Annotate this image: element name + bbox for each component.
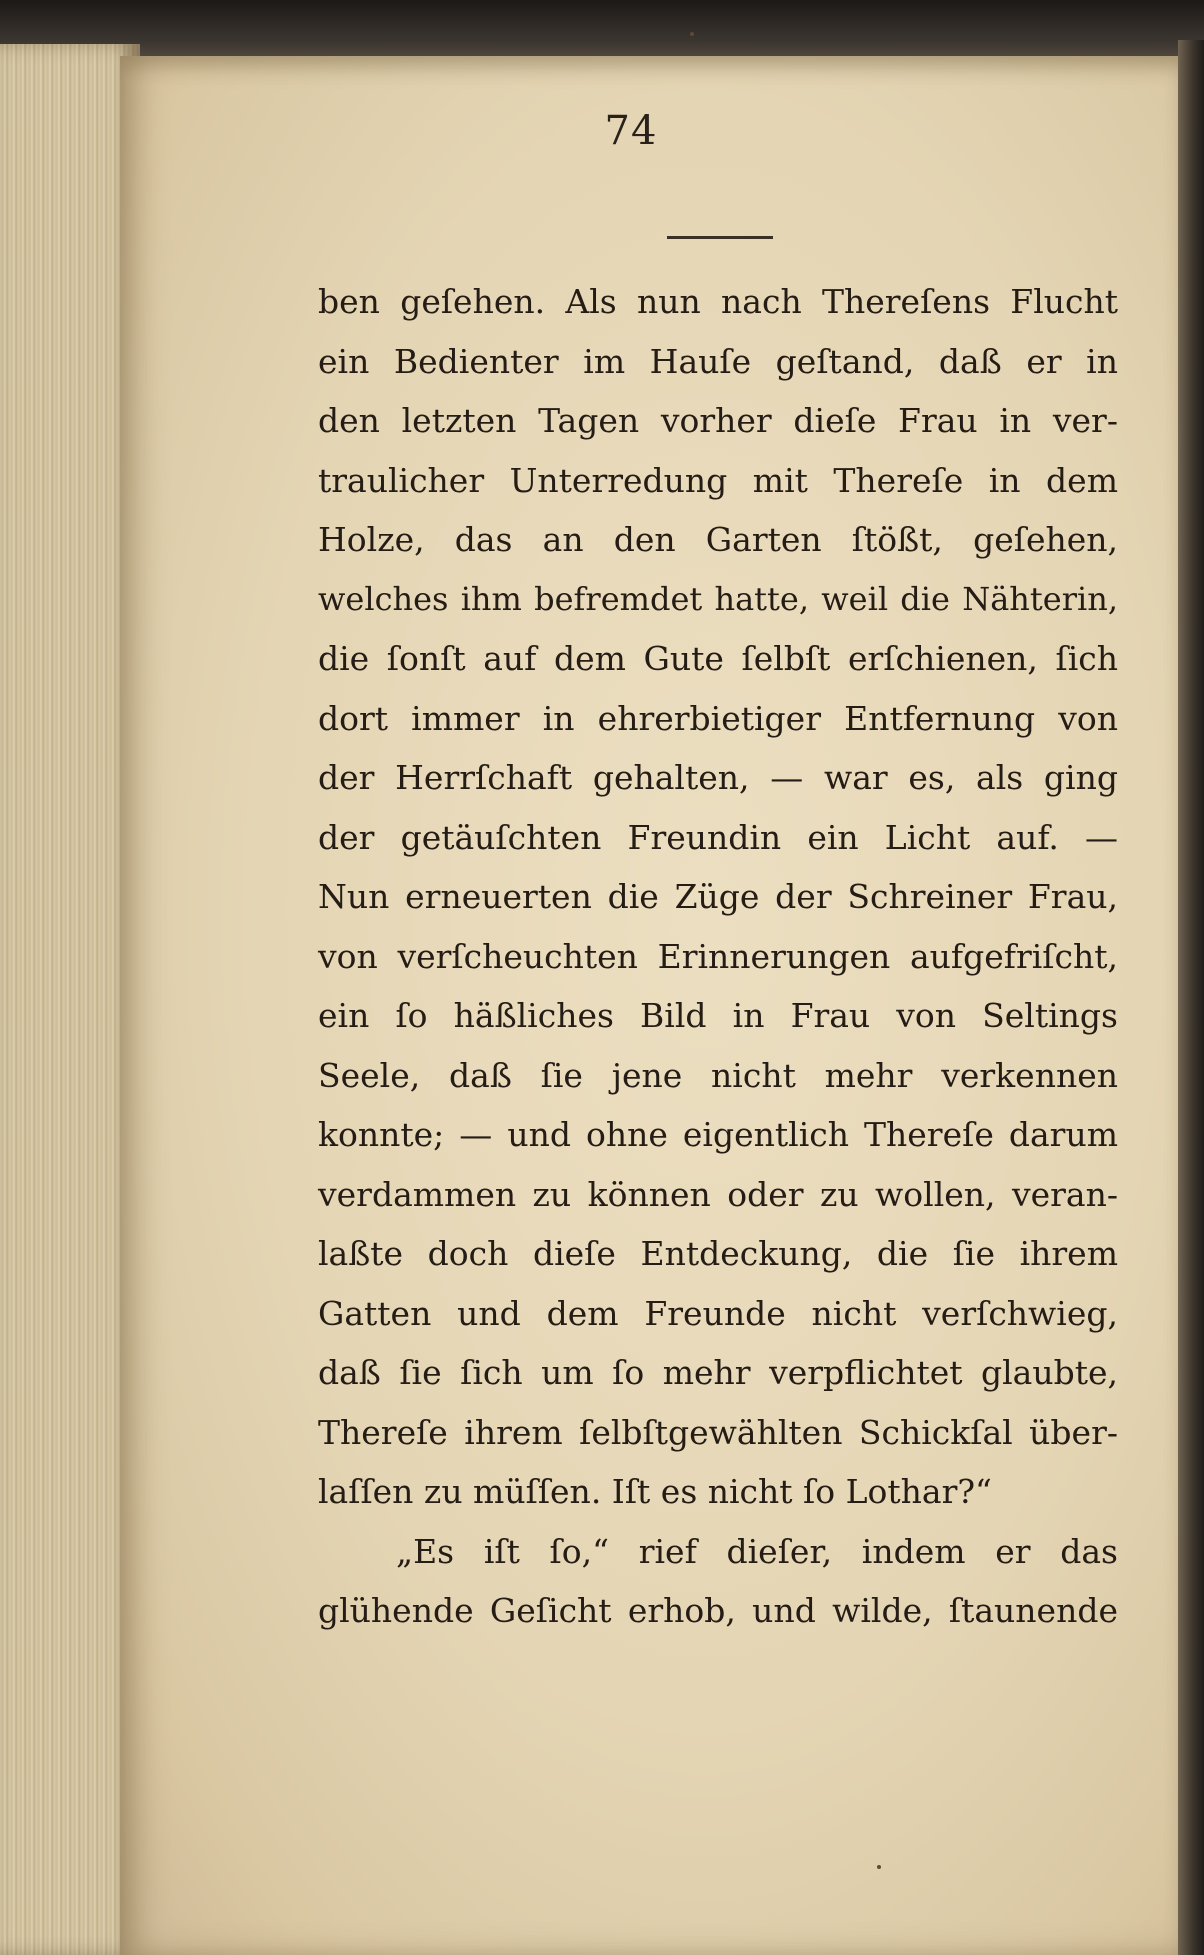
text-line: Nun erneuerten die Züge der Schreiner Frau, xyxy=(318,877,1118,916)
paper-speck xyxy=(877,1865,881,1869)
text-line: laßte doch dieſe Entdeckung, die ſie ihrem xyxy=(318,1234,1118,1273)
text-line: welches ihm befremdet hatte, weil die Nähterin, xyxy=(318,579,1118,618)
text-line: ben geſehen. Als nun nach Thereſens Flucht xyxy=(318,282,1118,321)
text-line: „Es iſt ſo,“ rief dieſer, indem er das xyxy=(396,1531,1118,1571)
text-line: der Herrſchaft gehalten, — war es, als ging xyxy=(318,758,1118,797)
text-line: verdammen zu können oder zu wollen, veran- xyxy=(318,1174,1118,1214)
text-line: dort immer in ehrerbietiger Entfernung von xyxy=(318,698,1118,738)
text-line: Seele, daß ſie jene nicht mehr verkennen xyxy=(318,1055,1118,1095)
text-line: der getäuſchten Freundin ein Licht auf. — xyxy=(318,817,1118,857)
text-line: Gatten und dem Freunde nicht verſchwieg, xyxy=(318,1293,1118,1333)
header-rule xyxy=(667,236,773,239)
text-line: laſſen zu müſſen. Iſt es nicht ſo Lothar?“ xyxy=(318,1472,992,1511)
page-edges-stack xyxy=(0,44,140,1955)
text-line: traulicher Unterredung mit Thereſe in dem xyxy=(318,460,1118,500)
text-line: von verſcheuchten Erinnerungen aufgefriſcht, xyxy=(318,936,1118,976)
text-line: Thereſe ihrem ſelbſtgewählten Schickſal über- xyxy=(318,1412,1118,1452)
text-line: Holze, das an den Garten ſtößt, geſehen, xyxy=(318,520,1118,559)
text-line: den letzten Tagen vorher dieſe Frau in ver- xyxy=(318,401,1118,440)
text-line: daß ſie ſich um ſo mehr verpflichtet glaubte, xyxy=(318,1353,1118,1392)
text-line: ein Bedienter im Hauſe geſtand, daß er in xyxy=(318,341,1118,381)
text-line: die ſonſt auf dem Gute ſelbſt erſchienen, ſich xyxy=(318,639,1118,678)
book-cover-top-edge xyxy=(0,0,1204,60)
text-line: glühende Geſicht erhob, und wilde, ſtaunende xyxy=(318,1591,1118,1630)
body-text xyxy=(318,272,1118,1641)
page-number: 74 xyxy=(604,108,658,154)
text-line: ein ſo häßliches Bild in Frau von Seltings xyxy=(318,996,1118,1035)
paper-speck xyxy=(690,32,694,36)
book-cover-right-edge xyxy=(1178,40,1204,1955)
text-line: konnte; — und ohne eigentlich Thereſe darum xyxy=(318,1115,1118,1154)
